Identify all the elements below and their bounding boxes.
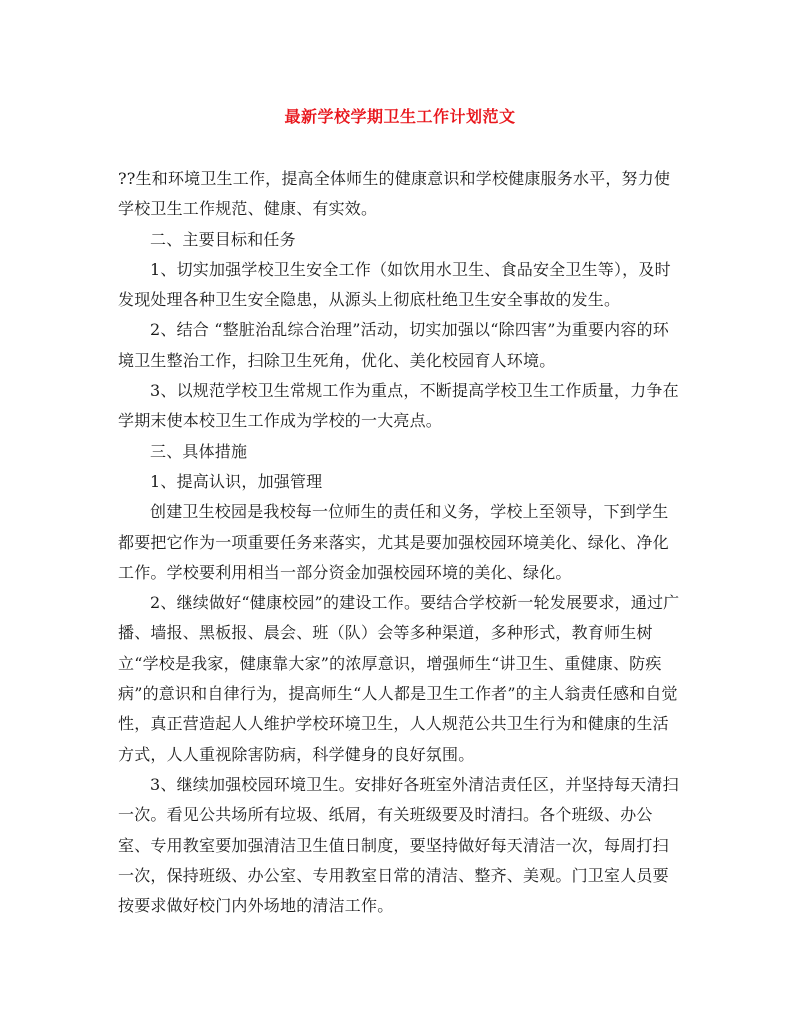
paragraph-goal-3: 3、以规范学校卫生常规工作为重点，不断提高学校卫生工作质量，力争在学期末使本校卫生工作成为学校的一大亮点。 xyxy=(118,381,679,431)
paragraph-intro: ??生和环境卫生工作，提高全体师生的健康意识和学校健康服务水平，努力使学校卫生工作规范、健康、有实效。 xyxy=(118,169,671,219)
document-body xyxy=(118,164,683,921)
subheading-measure-1: 1、提高认识，加强管理 xyxy=(150,471,323,491)
paragraph-measure-3: 3、继续加强校园环境卫生。安排好各班室外清洁责任区，并坚持每天清扫一次。看见公共场所有垃圾、纸屑，有关班级要及时清扫。各个班级、办公室、专用教室要加强清洁卫生值日制度，要坚持做好每天清洁一次，每周打扫一次，保持班级、办公室、专用教室日常的清洁、整齐、美观。门卫室人员要按要求做好校门内外场地的清洁工作。 xyxy=(118,774,679,916)
paragraph-measure-1: 创建卫生校园是我校每一位师生的责任和义务，学校上至领导，下到学生都要把它作为一项重要任务来落实，尤其是要加强校园环境美化、绿化、净化工作。学校要利用相当一部分资金加强校园环境的美化、绿化。 xyxy=(118,502,669,582)
paragraph-goal-1: 1、切实加强学校卫生安全工作（如饮用水卫生、食品安全卫生等），及时发现处理各种卫生安全隐患，从源头上彻底杜绝卫生安全事故的发生。 xyxy=(118,259,671,310)
section-heading-measures: 三、具体措施 xyxy=(150,441,248,461)
paragraph-goal-2: 2、结合 “整脏治乱综合治理”活动，切实加强以“除四害”为重要内容的环境卫生整治工作，扫除卫生死角，优化、美化校园育人环境。 xyxy=(118,320,669,370)
document-title: 最新学校学期卫生工作计划范文 xyxy=(284,107,516,126)
paragraph-measure-2: 2、继续做好“健康校园”的建设工作。要结合学校新一轮发展要求，通过广播、墙报、黑板报、晨会、班（队）会等多种渠道，多种形式，教育师生树立“学校是我家，健康靠大家”的浓厚意识，增强师生“讲卫生、重健康、防疾病”的意识和自律行为，提高师生“人人都是卫生工作者”的主人翁责任感和自觉性，真正营造起人人维护学校环境卫生，人人规范公共卫生行为和健康的生活方式，人人重视除害防病，科学健身的良好氛围。 xyxy=(118,593,680,764)
section-heading-goals: 二、主要目标和任务 xyxy=(150,229,296,249)
